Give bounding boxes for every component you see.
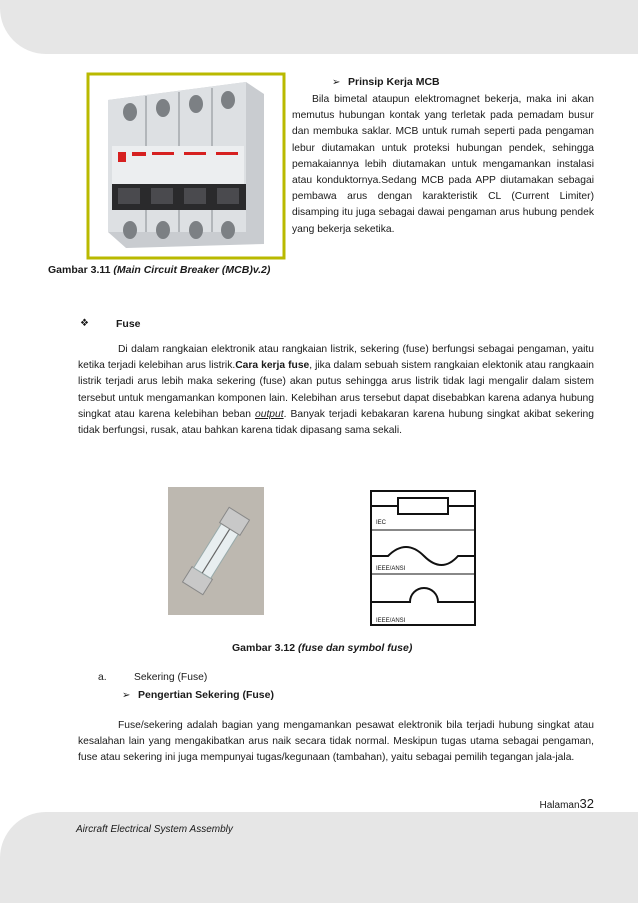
figure-caption-3-12: Gambar 3.12 (fuse dan symbol fuse)	[232, 642, 413, 654]
page-number: Halaman32	[539, 796, 594, 811]
footer-title: Aircraft Electrical System Assembly	[76, 824, 233, 835]
sekering-subheading: Pengertian Sekering (Fuse)	[138, 689, 274, 701]
fuse-symbol-diagram	[370, 490, 476, 626]
fuse-body: Di dalam rangkaian elektronik atau rangkaian listrik, sekering (fuse) berfungsi sebagai pengaman, yaitu ketika terjadi kelebihan arus listrik.Cara kerja fuse, jika dalam sebuah sistem rangkaian elektonik atau rangkaain listrik terjadi arus lebih maka sekering (fuse) akan putus sehingga arus listrik tidak lagi mengalir dalam sistem tersebut untuk mengamankan komponen lain. Kelebihan arus tersebut dapat disebabkan karena adanya hubung singkat atau karena kelebihan beban output. Banyak terjadi kebakaran karena hubung singkat akibat sekering tidak berfungsi, rusak, atau bahkan karena tidak dipasang sama sekali.	[78, 344, 595, 437]
mcb-body: Bila bimetal ataupun elektromagnet bekerja, maka ini akan memutus hubungan kontak yang terletak pada pemadam busur dan membuka saklar. MCB untuk rumah seperti pada pengaman lebur diutamakan untuk proteksi hubungan pendek, sehingga pemakaiannya lebih diutamakan untuk mengamankan instalasi atau konduktornya.Sedang MCB pada APP diutamakan sebagai pembawa arus dengan karakteristik CL (Current Limiter) disamping itu juga sebagai dawai pengaman arus hubung pendek yang bekerja seketika.	[292, 94, 594, 235]
fuse-heading: Fuse	[116, 318, 141, 330]
arrow-bullet-icon: ➢	[122, 690, 131, 701]
diamond-bullet-icon: ❖	[80, 318, 89, 329]
fuse-photo	[168, 487, 264, 615]
symbol-label-ieee-1: IEEE/ANSI	[376, 566, 406, 572]
symbol-label-iec: IEC	[376, 520, 387, 526]
symbol-label-ieee-2: IEEE/ANSI	[376, 618, 406, 624]
mcb-photo	[86, 72, 286, 260]
arrow-bullet-icon: ➢	[332, 77, 341, 88]
list-item-sekering: Sekering (Fuse)	[134, 672, 208, 683]
mcb-heading: Prinsip Kerja MCB	[348, 76, 440, 88]
list-marker-a: a.	[98, 672, 107, 683]
figure-caption-3-11: Gambar 3.11 (Main Circuit Breaker (MCB)v.2)	[48, 264, 271, 276]
sekering-body: Fuse/sekering adalah bagian yang mengamankan pesawat elektronik bila terjadi hubung singkat atau kesalahan lain yang mengakibatkan arus naik secara tidak normal. Meskipun tugas utama sebagai pengaman, fuse atau sekering ini juga mempunyai tugas/kegunaan (tambahan), yaitu sebagai pemilih tegangan jala-jala.	[78, 720, 594, 764]
header-band	[0, 0, 638, 54]
